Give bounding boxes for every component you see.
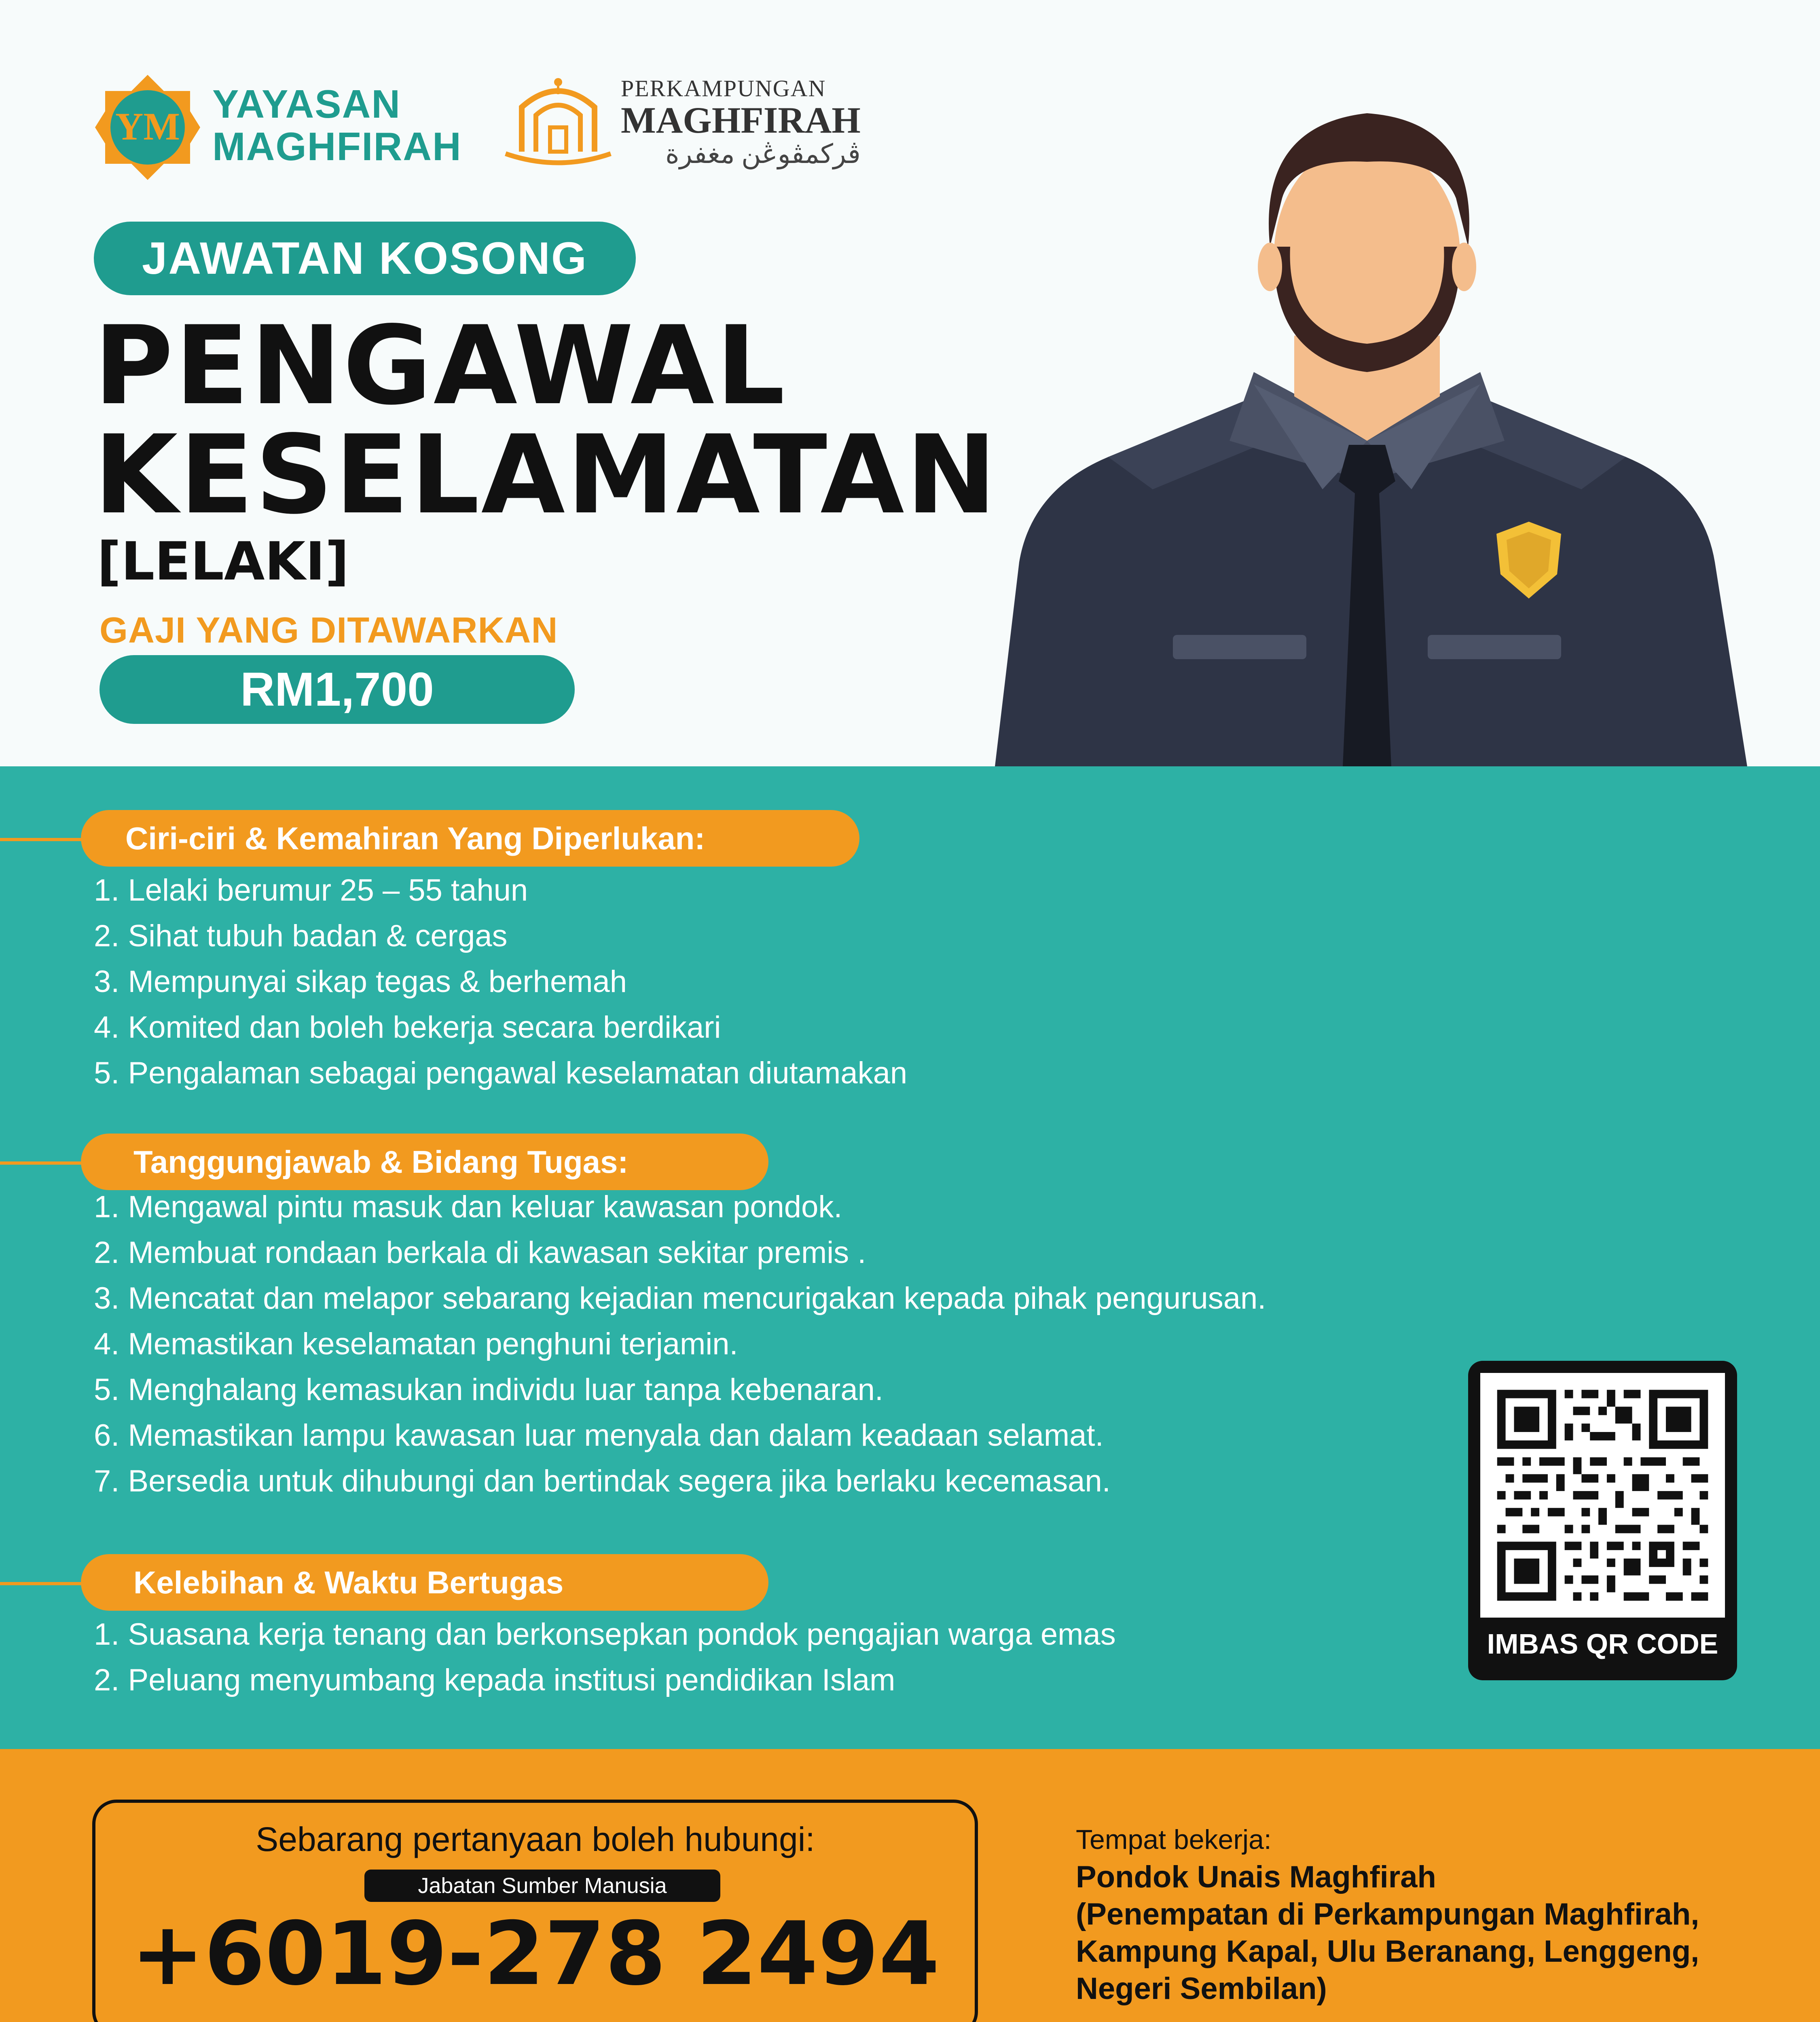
qr-code-icon <box>1480 1373 1725 1618</box>
list-item: 1. Mengawal pintu masuk dan keluar kawasan pondok. <box>94 1190 842 1224</box>
duties-list <box>94 1184 1266 1504</box>
benefits-list <box>94 1612 1116 1703</box>
section-divider <box>0 1582 93 1585</box>
gender-label: [LELAKI] <box>97 531 349 592</box>
list-item: 3. Mencatat dan melapor sebarang kejadian mencurigakan kepada pihak pengurusan. <box>94 1281 1266 1316</box>
workplace-line2: (Penempatan di Perkampungan Maghfirah, <box>1076 1897 1699 1931</box>
yayasan-logo-icon <box>93 73 202 182</box>
qr-code[interactable] <box>1480 1373 1725 1618</box>
perkampungan-line1: PERKAMPUNGAN <box>621 75 826 102</box>
list-item: 5. Pengalaman sebagai pengawal keselamatan diutamakan <box>94 1056 908 1090</box>
list-item: 4. Memastikan keselamatan penghuni terjamin. <box>94 1327 738 1361</box>
svg-text:YM: YM <box>115 105 180 148</box>
list-item: 2. Peluang menyumbang kepada institusi pendidikan Islam <box>94 1663 895 1697</box>
duties-heading-pill <box>81 1134 768 1190</box>
yayasan-name <box>212 83 462 168</box>
salary-label: GAJI YANG DITAWARKAN <box>99 610 558 651</box>
perkampungan-line2: MAGHFIRAH <box>621 99 861 141</box>
yayasan-line2: MAGHFIRAH <box>212 124 462 169</box>
workplace-line4: Negeri Sembilan) <box>1076 1971 1327 2006</box>
job-vacancy-badge: JAWATAN KOSONG <box>94 222 636 295</box>
list-item: 3. Mempunyai sikap tegas & berhemah <box>94 964 627 999</box>
job-title-line2: KESELAMATAN <box>94 412 999 538</box>
section-divider <box>0 838 93 841</box>
workplace-info <box>1076 1824 1699 2007</box>
job-title-line1: PENGAWAL <box>94 303 787 429</box>
list-item: 1. Lelaki berumur 25 – 55 tahun <box>94 873 528 907</box>
qr-code-card[interactable] <box>1468 1361 1737 1680</box>
requirements-heading: Ciri-ciri & Kemahiran Yang Diperlukan: <box>125 821 705 856</box>
yayasan-line1: YAYASAN <box>212 82 401 126</box>
section-divider <box>0 1161 93 1165</box>
phone-number-link[interactable]: +6019-278 2494 <box>131 1903 940 2005</box>
duties-heading: Tanggungjawab & Bidang Tugas: <box>133 1144 629 1180</box>
perkampungan-logo-icon <box>497 71 619 168</box>
list-item: 4. Komited dan boleh bekerja secara berdikari <box>94 1010 721 1045</box>
list-item: 7. Bersedia untuk dihubungi dan bertindak segera jika berlaku kecemasan. <box>94 1464 1111 1498</box>
list-item: 5. Menghalang kemasukan individu luar tanpa kebenaran. <box>94 1373 883 1407</box>
workplace-line1: Pondok Unais Maghfirah <box>1076 1860 1436 1894</box>
perkampungan-name <box>621 75 861 171</box>
salary-value: RM1,700 <box>99 655 575 724</box>
contact-question: Sebarang pertanyaan boleh hubungi: <box>256 1820 815 1858</box>
requirements-heading-pill <box>81 810 859 867</box>
contact-box <box>92 1800 978 2022</box>
list-item: 2. Sihat tubuh badan & cergas <box>94 919 508 953</box>
security-guard-illustration <box>963 77 1771 766</box>
department-badge: Jabatan Sumber Manusia <box>364 1870 720 1902</box>
qr-code-label: IMBAS QR CODE <box>1487 1628 1718 1660</box>
perkampungan-arabic: ڤركمڤوڠن مغفرة <box>665 140 861 169</box>
list-item: 2. Membuat rondaan berkala di kawasan sekitar premis . <box>94 1235 866 1270</box>
workplace-label: Tempat bekerja: <box>1076 1824 1272 1855</box>
list-item: 1. Suasana kerja tenang dan berkonsepkan pondok pengajian warga emas <box>94 1617 1116 1652</box>
requirements-list <box>94 867 907 1096</box>
benefits-heading-pill <box>81 1554 768 1611</box>
list-item: 6. Memastikan lampu kawasan luar menyala dan dalam keadaan selamat. <box>94 1418 1104 1453</box>
benefits-heading: Kelebihan & Waktu Bertugas <box>133 1565 564 1600</box>
contact-section <box>0 1749 1820 2022</box>
header-section <box>0 0 1820 766</box>
workplace-line3: Kampung Kapal, Ulu Beranang, Lenggeng, <box>1076 1934 1699 1969</box>
